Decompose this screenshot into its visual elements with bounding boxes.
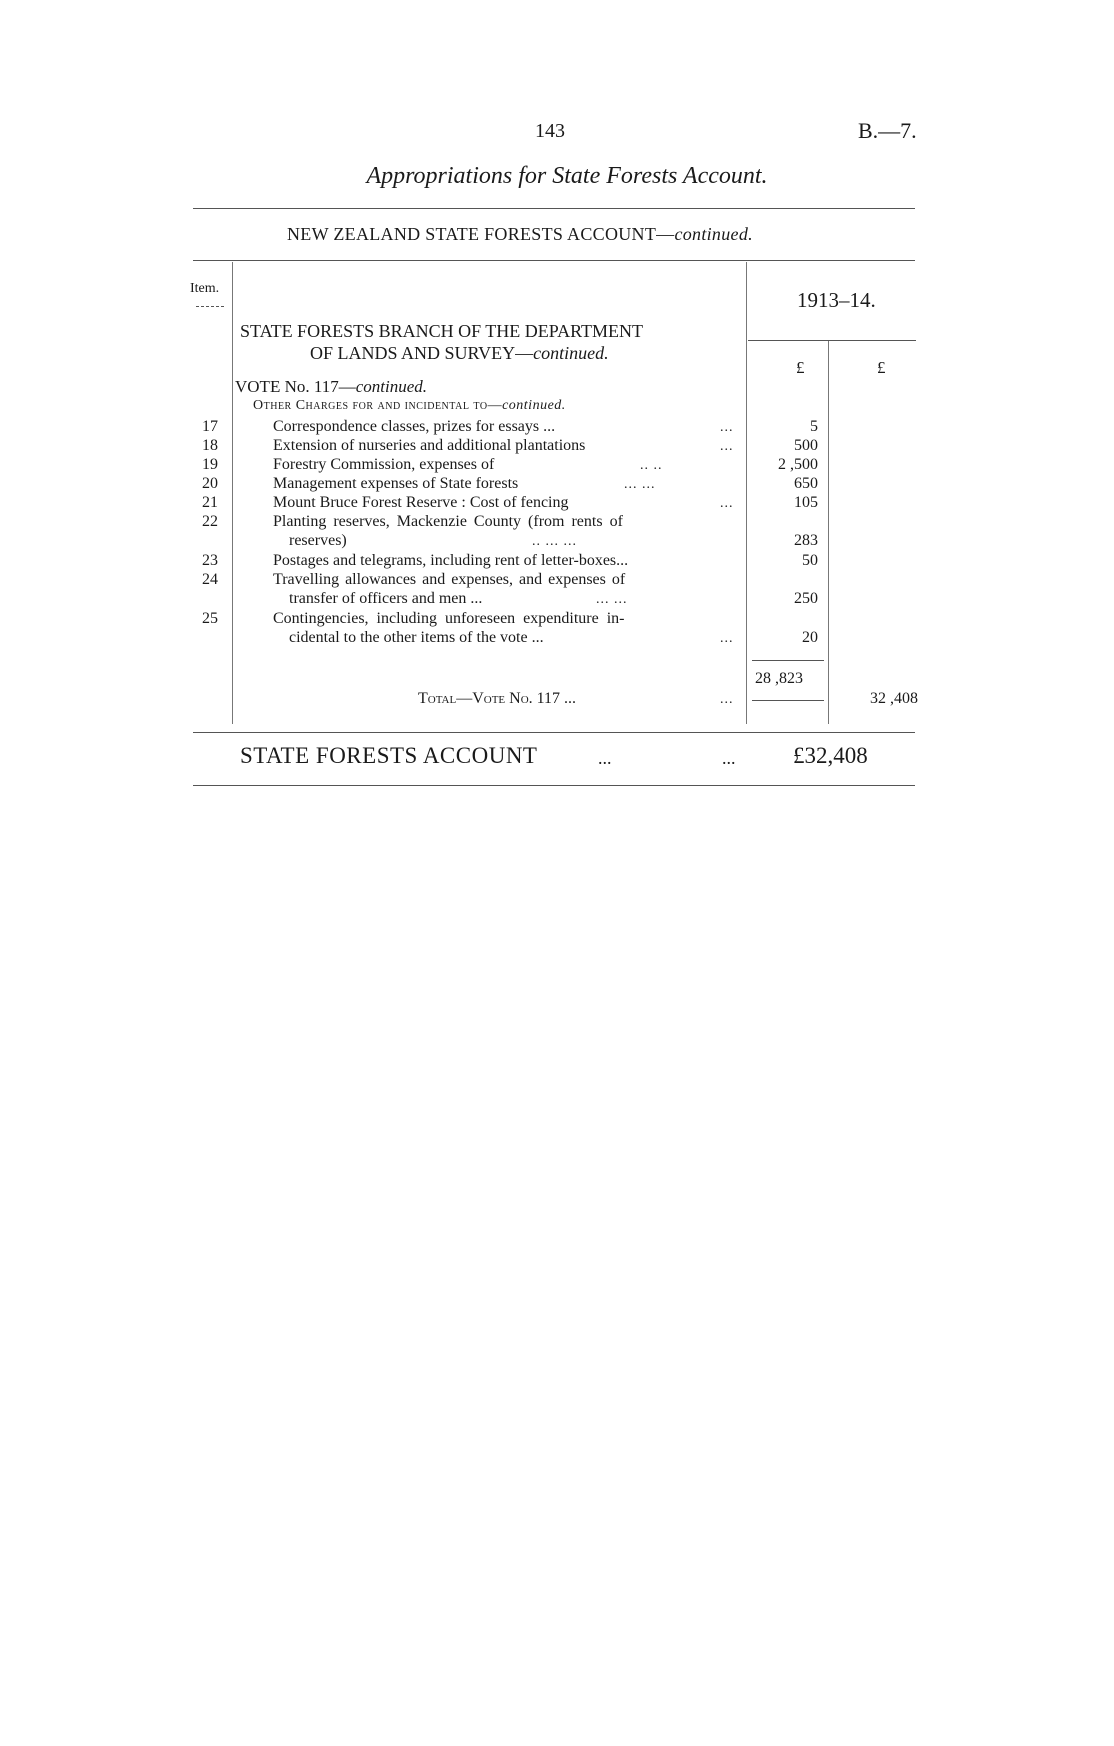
leader-dots: ...: [720, 496, 734, 511]
footer-rule: [193, 785, 915, 786]
item-number: 18: [202, 437, 218, 454]
leader-dots: ...: [720, 631, 734, 646]
item-amount: 283: [794, 532, 818, 549]
item-number: 24: [202, 571, 218, 588]
item-number: 19: [202, 456, 218, 473]
item-description: Forestry Commission, expenses of: [273, 456, 495, 473]
branch-heading-line2: [310, 343, 609, 364]
branch-heading-main: OF LANDS AND SURVEY—: [310, 343, 534, 363]
item-number: 20: [202, 475, 218, 492]
item-amount: 50: [802, 552, 818, 569]
branch-heading-line1: STATE FORESTS BRANCH OF THE DEPARTMENT: [240, 321, 644, 341]
amount-column-divider: [746, 262, 747, 724]
item-description-continued: cidental to the other items of the vote ...: [289, 629, 544, 646]
vote-heading: [235, 377, 427, 397]
item-number: 25: [202, 610, 218, 627]
leader-dots: ...: [720, 439, 734, 454]
vote-heading-continued: continued.: [355, 377, 428, 396]
vote-total-text: Total—Vote No. 117 ...: [418, 690, 577, 707]
item-description: Mount Bruce Forest Reserve : Cost of fencing: [273, 494, 569, 511]
item-amount: 250: [794, 590, 818, 607]
item-column-header: Item.: [190, 281, 220, 296]
vote-heading-main: VOTE No. 117—: [235, 377, 356, 396]
heading-rule: [193, 260, 915, 261]
subtotal-rule-top: [752, 660, 824, 661]
table-bottom-rule: [193, 732, 915, 733]
account-total-value: £32,408: [793, 743, 868, 768]
currency-symbol-total: £: [877, 358, 886, 377]
subtotal-rule-bottom: [752, 700, 824, 701]
account-total-label: STATE FORESTS ACCOUNT: [240, 743, 538, 768]
item-amount: 20: [802, 629, 818, 646]
leader-dots: ...: [720, 692, 734, 707]
item-number: 22: [202, 513, 218, 530]
page-number: 143: [535, 120, 565, 142]
item-amount: 500: [794, 437, 818, 454]
leader-dots: ...: [720, 420, 734, 435]
vote-total-value: 32 ,408: [870, 690, 918, 707]
item-number: 23: [202, 552, 218, 569]
item-description: Postages and telegrams, including rent of letter-boxes...: [273, 552, 629, 569]
leader-dots: .. ..: [640, 458, 663, 473]
item-description: Planting reserves, Mackenzie County (from rents of: [273, 513, 623, 530]
item-description-continued: transfer of officers and men ...: [289, 590, 483, 607]
currency-symbol-items: £: [796, 358, 805, 377]
item-description: Contingencies, including unforeseen expenditure in-: [273, 610, 625, 627]
page-title: Appropriations for State Forests Account.: [366, 163, 768, 189]
item-number: 21: [202, 494, 218, 511]
item-description: Travelling allowances and expenses, and expenses of: [273, 571, 626, 588]
vote-subtotal: 28 ,823: [755, 670, 803, 687]
item-column-divider: [232, 262, 233, 724]
table-heading-continued: continued.: [674, 224, 753, 244]
item-amount: 2 ,500: [778, 456, 818, 473]
total-column-divider: [828, 340, 829, 724]
leader-dots: ... ...: [624, 477, 656, 492]
table-heading-main: NEW ZEALAND STATE FORESTS ACCOUNT—: [287, 224, 675, 244]
vote-total-label: [418, 690, 576, 708]
branch-heading-continued: continued.: [533, 343, 609, 363]
item-header-rule: [196, 306, 224, 307]
leader-dots: ...: [598, 748, 612, 768]
other-charges-heading: [253, 398, 566, 414]
table-heading: [287, 224, 753, 245]
other-charges-continued: continued.: [502, 398, 566, 413]
leader-dots: .. ... ...: [532, 534, 577, 549]
item-amount: 5: [810, 418, 818, 435]
item-description-continued: reserves): [289, 532, 347, 549]
year-header: 1913–14.: [797, 288, 876, 312]
item-amount: 105: [794, 494, 818, 511]
item-description: Management expenses of State forests: [273, 475, 519, 492]
title-rule: [193, 208, 915, 209]
other-charges-main: Other Charges for and incidental to—: [253, 398, 503, 413]
item-number: 17: [202, 418, 218, 435]
document-reference: B.—7.: [858, 118, 917, 143]
leader-dots: ...: [722, 748, 736, 768]
year-rule: [748, 340, 916, 341]
item-description: Extension of nurseries and additional plantations: [273, 437, 586, 454]
item-amount: 650: [794, 475, 818, 492]
leader-dots: ... ...: [596, 592, 628, 607]
item-description: Correspondence classes, prizes for essays ...: [273, 418, 556, 435]
